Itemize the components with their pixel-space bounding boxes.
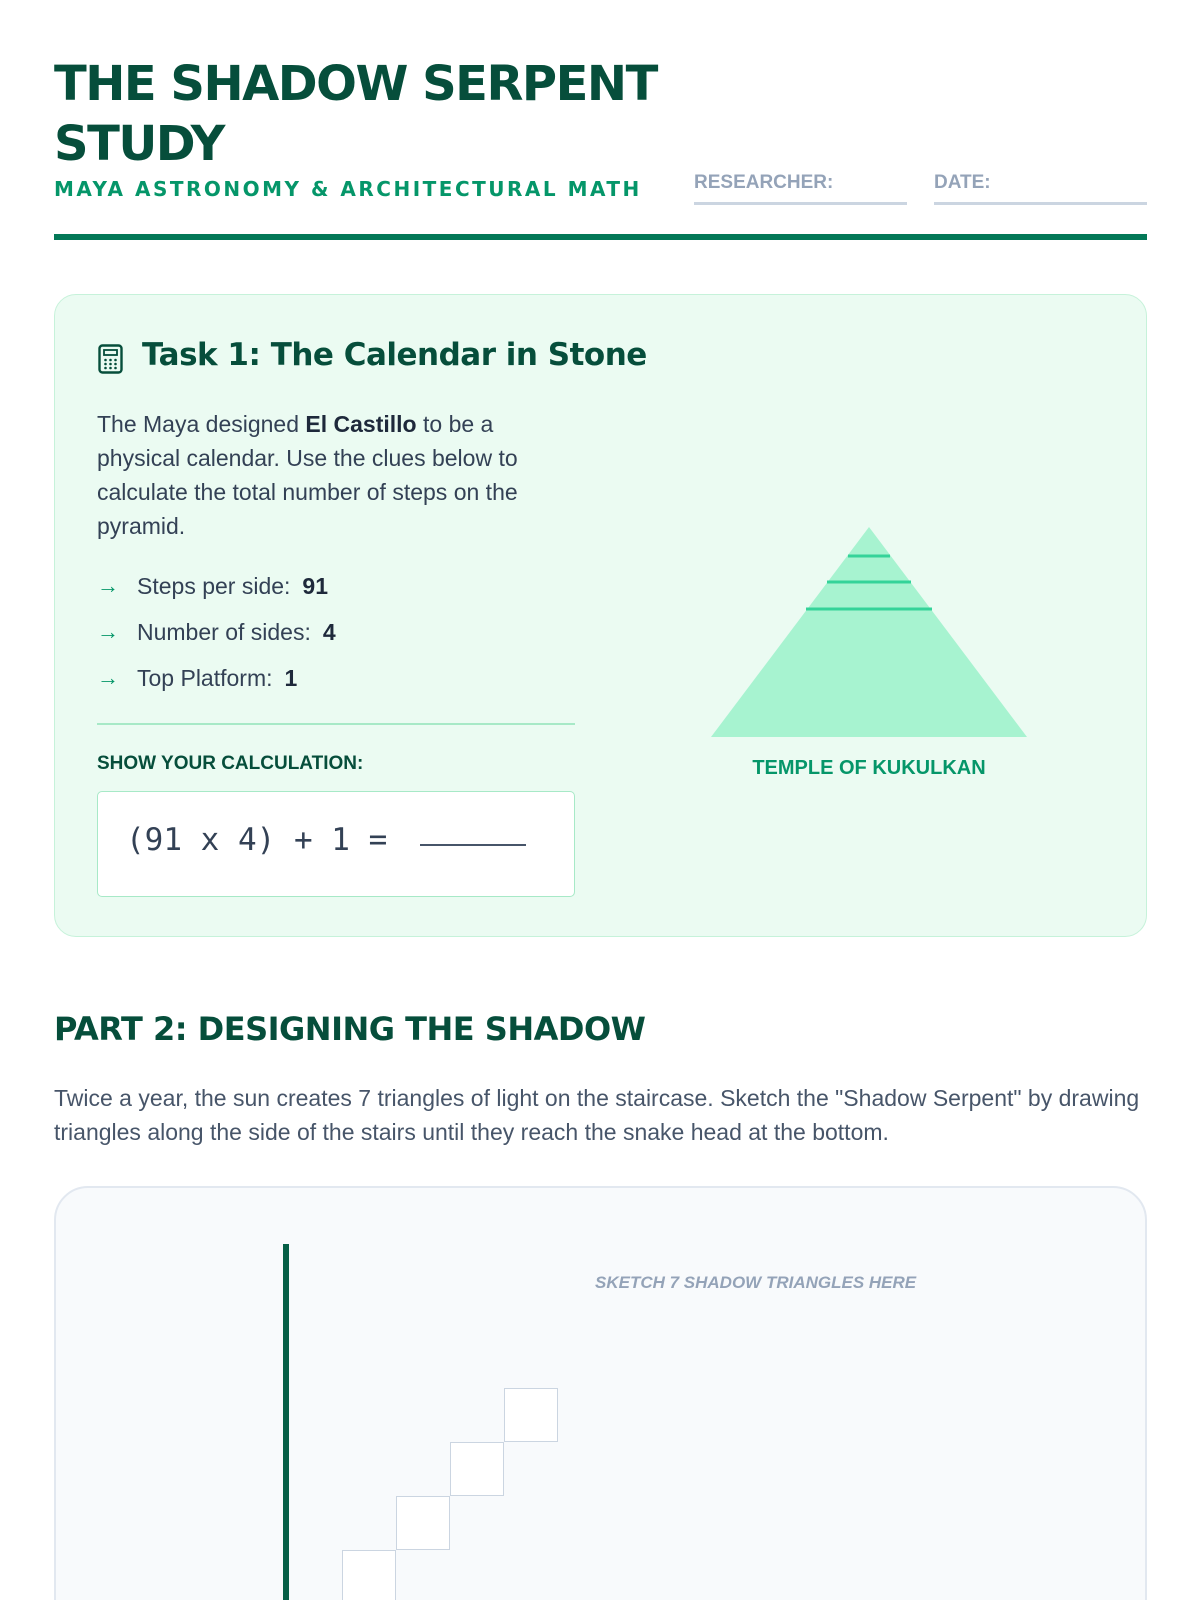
part2-title: PART 2: DESIGNING THE SHADOW — [54, 1010, 646, 1048]
task1-title: Task 1: The Calendar in Stone — [142, 337, 647, 373]
clue-value: 1 — [284, 664, 298, 691]
date-label: DATE: — [934, 172, 991, 193]
clue-value: 91 — [302, 572, 329, 599]
page-subtitle: MAYA ASTRONOMY & ARCHITECTURAL MATH — [54, 177, 642, 201]
arrow-right-icon: → — [97, 619, 119, 644]
calculation-box[interactable] — [97, 791, 575, 897]
sketch-area[interactable] — [54, 1186, 1147, 1600]
researcher-label: RESEARCHER: — [694, 172, 834, 193]
clue-value: 4 — [322, 618, 336, 645]
part2-description: Twice a year, the sun creates 7 triangles of light on the staircase. Sketch the "Shadow Serpent" by drawing triangles along the side of the stairs until they reach the snake head at the bottom. — [54, 1085, 1140, 1145]
answer-blank[interactable] — [420, 844, 526, 846]
calculation-expression: (91 x 4) + 1 = — [126, 822, 388, 858]
sketch-hint: SKETCH 7 SHADOW TRIANGLES HERE — [595, 1273, 917, 1292]
calculation-label: SHOW YOUR CALCULATION: — [97, 753, 364, 774]
clue-label: Steps per side: — [137, 572, 291, 599]
clue-list — [97, 563, 336, 701]
worksheet-page — [54, 0, 1147, 1600]
task1-desc-bold: El Castillo — [305, 411, 417, 437]
clue-item — [97, 563, 336, 609]
date-field[interactable] — [934, 172, 1147, 205]
task1-divider — [97, 723, 575, 725]
stair-step — [342, 1550, 396, 1600]
task1-description — [97, 407, 567, 543]
task1-desc-suffix: to be a physical calendar. Use the clues below to calculate the total number of steps on the pyramid. — [97, 411, 518, 539]
task1-card — [54, 294, 1147, 937]
pyramid-illustration — [709, 527, 1029, 749]
pyramid-label: TEMPLE OF KUKULKAN — [752, 757, 986, 779]
pyramid-body — [711, 527, 1027, 737]
arrow-right-icon: → — [97, 665, 119, 690]
arrow-right-icon: → — [97, 573, 119, 598]
stair-step — [396, 1496, 450, 1550]
calculator-icon — [98, 344, 123, 374]
clue-label: Number of sides: — [137, 618, 311, 645]
staircase-balustrade — [283, 1244, 289, 1600]
page-title: THE SHADOW SERPENT STUDY — [54, 56, 657, 172]
researcher-field[interactable] — [694, 172, 907, 205]
clue-label: Top Platform: — [137, 664, 273, 691]
stair-step — [504, 1388, 558, 1442]
clue-item — [97, 655, 336, 701]
stair-step — [450, 1442, 504, 1496]
task1-desc-prefix: The Maya designed — [97, 411, 306, 437]
header-divider — [54, 234, 1147, 240]
clue-item — [97, 609, 336, 655]
